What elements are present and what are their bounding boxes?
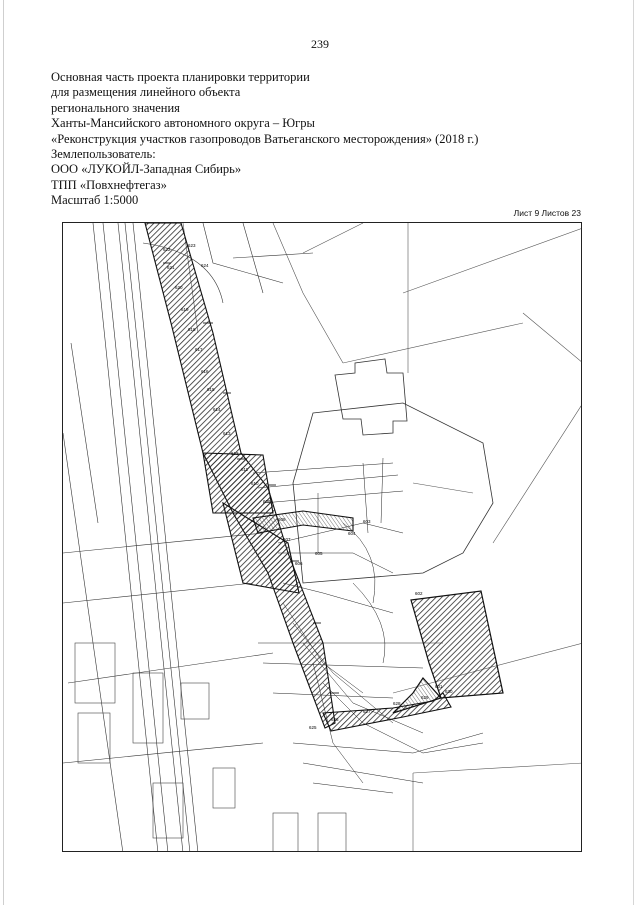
page-number: 239 xyxy=(311,37,329,51)
point-label: 610 xyxy=(251,481,259,486)
point-label: 613 xyxy=(223,431,231,436)
point-label: 612 xyxy=(231,451,239,456)
header-line-4: Ханты-Мансийского автономного округа – Югры xyxy=(51,116,315,131)
point-label: 608 xyxy=(278,517,286,522)
point-label: 623 xyxy=(188,243,196,248)
point-label: 628 xyxy=(393,701,401,706)
header-line-2: для размещения линейного объекта xyxy=(51,85,241,100)
header-line-6: Землепользователь: xyxy=(51,147,156,162)
header-line-7: ООО «ЛУКОЙЛ-Западная Сибирь» xyxy=(51,162,242,177)
point-label: 606 xyxy=(295,561,303,566)
page-edge-right xyxy=(633,0,634,905)
point-label: 615 xyxy=(207,387,215,392)
point-label: 604 xyxy=(348,531,356,536)
point-label: 603 xyxy=(363,519,371,524)
map-drawing xyxy=(63,223,582,852)
point-label: 625 xyxy=(309,725,317,730)
header-line-3: регионального значения xyxy=(51,100,180,115)
pipeline-corridor xyxy=(145,223,451,731)
point-label: 624 xyxy=(201,263,209,268)
point-label: 622 xyxy=(163,247,171,252)
point-label: 602 xyxy=(415,591,423,596)
page-edge-left xyxy=(3,0,4,905)
point-label: 618 xyxy=(188,327,196,332)
point-label: 611 xyxy=(241,467,249,472)
header-line-1: Основная часть проекта планировки территории xyxy=(51,70,310,84)
header-line-8: ТПП «Повхнефтегаз» xyxy=(51,177,167,192)
point-label: 601 xyxy=(435,684,443,689)
point-label: 617 xyxy=(195,347,203,352)
header-line-5: «Реконструкция участков газопроводов Ватьеганского месторождения» (2018 г.) xyxy=(51,131,479,146)
building-outline xyxy=(293,359,493,583)
point-label: 627 xyxy=(363,709,371,714)
point-label: 620 xyxy=(175,285,183,290)
point-label: 621 xyxy=(167,265,175,270)
header-line-9: Масштаб 1:5000 xyxy=(51,193,139,208)
point-label: 616 xyxy=(201,369,209,374)
point-label: 629 xyxy=(421,695,429,700)
planning-map xyxy=(62,222,582,852)
point-label: 614 xyxy=(213,407,221,412)
point-label: 605 xyxy=(315,551,323,556)
sheet-label: Лист 9 Листов 23 xyxy=(513,208,581,218)
point-label: 619 xyxy=(181,307,189,312)
point-label: 609 xyxy=(263,499,271,504)
point-label: 630 xyxy=(445,689,453,694)
hatched-parcel-right xyxy=(393,591,503,713)
document-header xyxy=(51,70,571,209)
point-label: 607 xyxy=(283,537,291,542)
point-label: 626 xyxy=(331,717,339,722)
